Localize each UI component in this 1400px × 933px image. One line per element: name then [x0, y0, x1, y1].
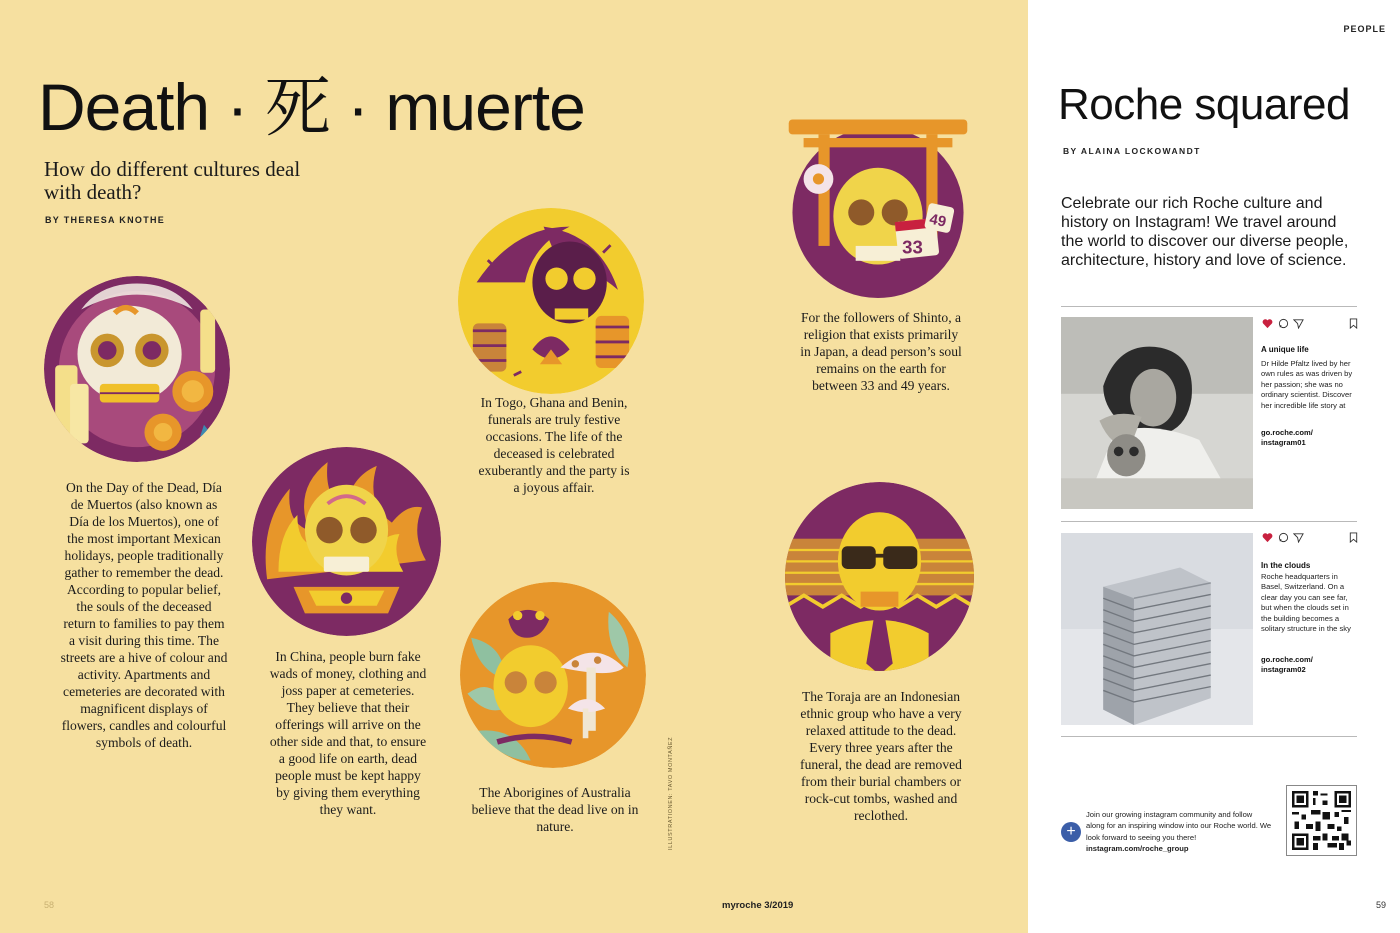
calendar-number-49: 49 [927, 211, 948, 231]
bookmark-icon[interactable] [1348, 532, 1359, 543]
bookmark-icon[interactable] [1348, 318, 1359, 329]
post-actions [1262, 318, 1358, 330]
join-text [1086, 809, 1272, 855]
article-title: Roche squared [1058, 80, 1350, 129]
illustration-credit [668, 736, 682, 860]
illustration-credit-text: ILLUSTRATIONEN: TAVO MONTAÑEZ [668, 736, 674, 850]
comment-icon[interactable] [1278, 318, 1289, 329]
post-caption: Dr Hilde Pfaltz lived by her own rules as was driven by her passion; she was no ordinary scientist. Discover her incredible life story at [1261, 359, 1353, 410]
post-title: In the clouds [1261, 561, 1311, 570]
calendar-number-33: 33 [902, 236, 923, 258]
story-shinto: For the followers of Shinto, a religion that exists primarily in Japan, a dead person’s soul remains on the earth for between 33 and 49 years. [800, 310, 962, 393]
right-page [1028, 0, 1400, 933]
post-caption: Roche headquarters in Basel, Switzerland. On a clear day you can see far, but when the clouds set in the building becomes a solitary structure in the sky [1261, 572, 1351, 634]
page-number-left: 58 [44, 900, 55, 910]
story-mexico: On the Day of the Dead, Día de Muertos (also known as Día de los Muertos), one of the most important Mexican holidays, people traditionally gather to remember the dead. According to popular belief, the souls of the deceased return to families to pay them a visit during this time. The streets are a hive of colour and activity. Apartments and cemeteries are decorated with magnificent displays of flowers, candles and colourful symbols of death. [60, 480, 228, 750]
story-china: In China, people burn fake wads of money, clothing and joss paper at cemeteries. They believe that their offerings will arrive on the other side and that, to ensure a good life on earth, dead people must be kept happy by giving them everything they want. [269, 649, 427, 817]
post-photo-scientist[interactable] [1061, 317, 1253, 509]
comment-icon[interactable] [1278, 532, 1289, 543]
page-number-right: 59 [1375, 900, 1386, 910]
story-toraja: The Toraja are an Indonesian ethnic group who have a very relaxed attitude to the dead. Every three years after the funeral, the dead are removed from their burial chambers or rock-cut tombs, washed and reclothed. [800, 689, 962, 823]
heart-icon[interactable] [1262, 532, 1273, 543]
section-tag: PEOPLE [1343, 24, 1386, 34]
article-byline: BY ALAINA LOCKOWANDT [1063, 146, 1201, 156]
shinto-skull-illustration [785, 112, 971, 298]
page-title: Death · 死 · muerte [38, 70, 585, 144]
post-title: A unique life [1261, 345, 1309, 354]
divider [1061, 306, 1357, 307]
mexico-skull-illustration [44, 276, 230, 462]
heart-icon[interactable] [1262, 318, 1273, 329]
post-link[interactable]: go.roche.com/ instagram01 [1261, 428, 1313, 448]
post-photo-building[interactable] [1061, 533, 1253, 725]
story-australia: The Aborigines of Australia believe that the dead live on in nature. [471, 785, 639, 834]
instagram-link[interactable]: instagram.com/roche_group [1086, 844, 1189, 854]
share-icon[interactable] [1293, 532, 1304, 543]
plus-icon[interactable]: + [1061, 822, 1081, 842]
post-actions [1262, 532, 1358, 544]
magazine-issue: myroche 3/2019 [722, 900, 794, 911]
share-icon[interactable] [1293, 318, 1304, 329]
page-subtitle: How do different cultures deal with death? [44, 157, 301, 204]
china-skull-illustration [252, 447, 441, 636]
post-link[interactable]: go.roche.com/ instagram02 [1261, 655, 1313, 675]
australia-skull-illustration [460, 582, 646, 768]
qr-code[interactable] [1286, 785, 1357, 856]
byline: BY THERESA KNOTHE [45, 215, 166, 225]
toraja-skull-illustration [785, 482, 974, 671]
togo-skull-illustration [458, 208, 644, 394]
divider [1061, 521, 1357, 522]
divider [1061, 736, 1357, 737]
join-description: Join our growing instagram community and follow along for an inspiring window into our Roche world. We look forward to seeing you there! [1086, 810, 1272, 842]
story-togo: In Togo, Ghana and Benin, funerals are truly festive occasions. The life of the deceased is celebrated exuberantly and the party is a joyous affair. [478, 395, 630, 495]
article-intro: Celebrate our rich Roche culture and history on Instagram! We travel around the world to discover our diverse people, architecture, history and love of science. [1061, 195, 1349, 269]
